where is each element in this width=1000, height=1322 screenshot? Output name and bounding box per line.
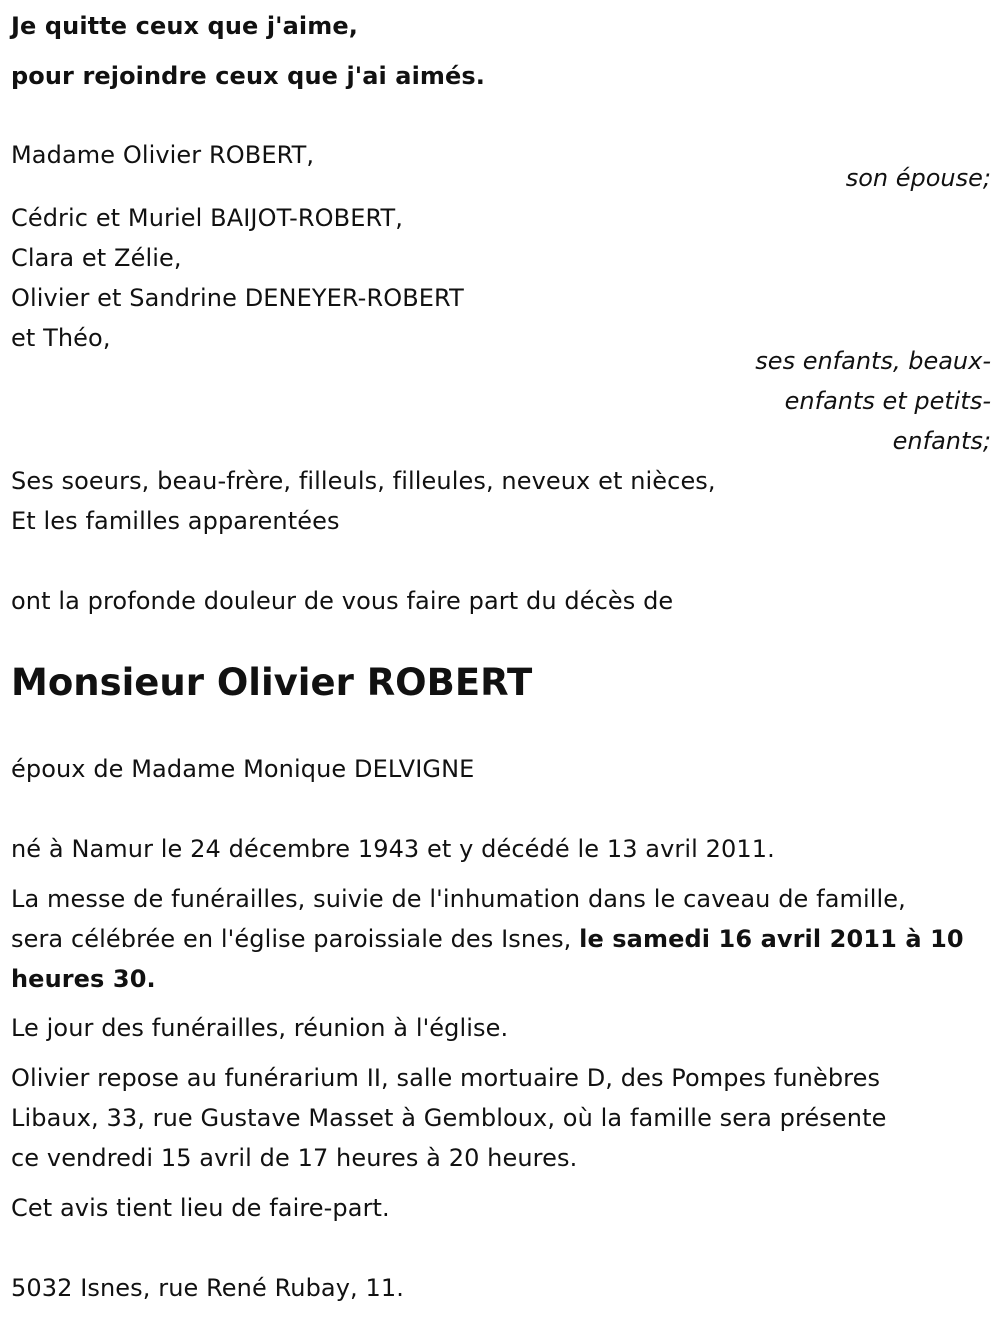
children-line-1: Cédric et Muriel BAIJOT-ROBERT, bbox=[11, 204, 403, 232]
reunion: Le jour des funérailles, réunion à l'église. bbox=[11, 1014, 509, 1042]
announcement: ont la profonde douleur de vous faire part du décès de bbox=[11, 587, 674, 615]
children-role-line-3: enfants; bbox=[892, 427, 991, 455]
funeral-date-bold: le samedi 16 avril 2011 à 10 bbox=[579, 925, 964, 953]
verse-line-2: pour rejoindre ceux que j'ai aimés. bbox=[11, 62, 486, 90]
birth-death: né à Namur le 24 décembre 1943 et y décédé le 13 avril 2011. bbox=[11, 835, 775, 863]
funeral-line-2-text: sera célébrée en l'église paroissiale des Isnes, bbox=[11, 925, 580, 953]
notice: Cet avis tient lieu de faire-part. bbox=[11, 1194, 390, 1222]
children-role-line-1: ses enfants, beaux- bbox=[755, 347, 991, 375]
spouse-name: Madame Olivier ROBERT, bbox=[11, 141, 315, 169]
address: 5032 Isnes, rue René Rubay, 11. bbox=[11, 1274, 404, 1302]
rest-line-3: ce vendredi 15 avril de 17 heures à 20 heures. bbox=[11, 1144, 578, 1172]
spouse-role: son épouse; bbox=[845, 164, 991, 192]
children-line-4: et Théo, bbox=[11, 324, 111, 352]
rest-line-2: Libaux, 33, rue Gustave Masset à Gembloux, où la famille sera présente bbox=[11, 1104, 887, 1132]
funeral-time-bold: heures 30. bbox=[11, 965, 156, 993]
relatives-line-2: Et les familles apparentées bbox=[11, 507, 340, 535]
funeral-line-1: La messe de funérailles, suivie de l'inhumation dans le caveau de famille, bbox=[11, 885, 906, 913]
children-line-3: Olivier et Sandrine DENEYER-ROBERT bbox=[11, 284, 464, 312]
funeral-line-2 bbox=[11, 919, 964, 959]
deceased-name: Monsieur Olivier ROBERT bbox=[11, 661, 533, 704]
children-line-2: Clara et Zélie, bbox=[11, 244, 182, 272]
rest-line-1: Olivier repose au funérarium II, salle mortuaire D, des Pompes funèbres bbox=[11, 1064, 881, 1092]
verse-line-1: Je quitte ceux que j'aime, bbox=[11, 12, 358, 40]
spouse-of: époux de Madame Monique DELVIGNE bbox=[11, 755, 475, 783]
relatives-line-1: Ses soeurs, beau-frère, filleuls, filleules, neveux et nièces, bbox=[11, 467, 716, 495]
children-role-line-2: enfants et petits- bbox=[784, 387, 991, 415]
